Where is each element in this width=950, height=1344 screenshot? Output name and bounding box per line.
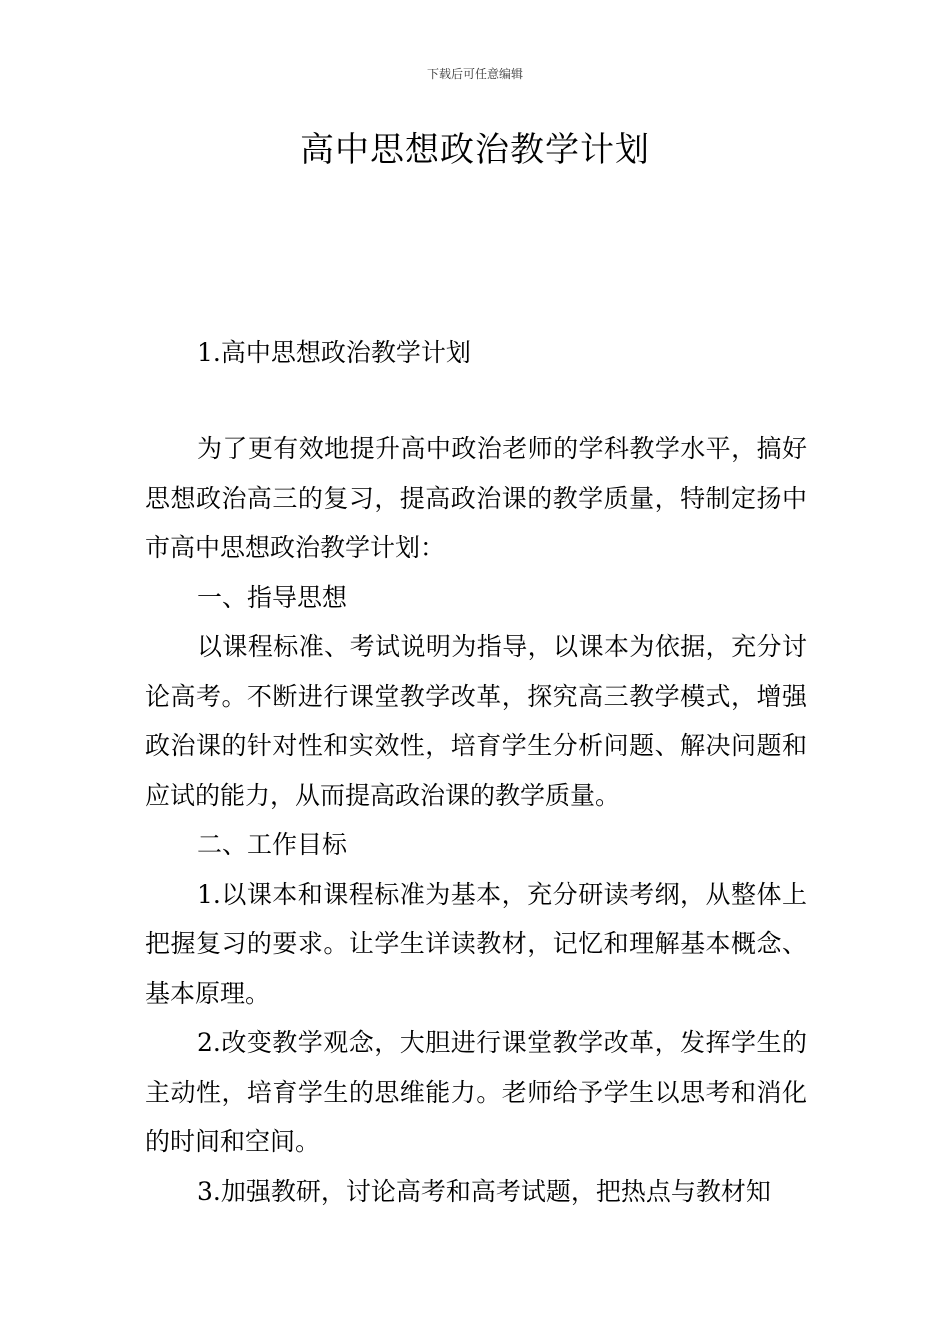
paragraph-goal-2: 2.改变教学观念，大胆进行课堂教学改革，发挥学生的主动性，培育学生的思维能力。老师给予学生以思考和消化的时间和空间。 xyxy=(145,1028,807,1156)
header-note: 下载后可任意编辑 xyxy=(426,67,523,81)
heading-work-goals: 二、工作目标 xyxy=(197,830,348,859)
section-subtitle: 1.高中思想政治教学计划 xyxy=(197,338,471,367)
paragraph-guiding-thought: 以课程标准、考试说明为指导，以课本为依据，充分讨论高考。不断进行课堂教学改革，探究高三教学模式，增强政治课的针对性和实效性，培育学生分析问题、解决问题和应试的能力，从而提高政治课的教学质量。 xyxy=(145,632,807,810)
paragraph-goal-3: 3.加强教研，讨论高考和高考试题，把热点与教材知 xyxy=(197,1176,771,1206)
document-body xyxy=(145,424,807,1216)
paragraph-intro: 为了更有效地提升高中政治老师的学科教学水平，搞好思想政治高三的复习，提高政治课的教学质量，特制定扬中市高中思想政治教学计划： xyxy=(145,434,807,562)
paragraph-goal-1: 1.以课本和课程标准为基本，充分研读考纲，从整体上把握复习的要求。让学生详读教材，记忆和理解基本概念、基本原理。 xyxy=(145,879,807,1008)
heading-guiding-thought: 一、指导思想 xyxy=(197,582,348,612)
document-title: 高中思想政治教学计划 xyxy=(300,130,650,170)
